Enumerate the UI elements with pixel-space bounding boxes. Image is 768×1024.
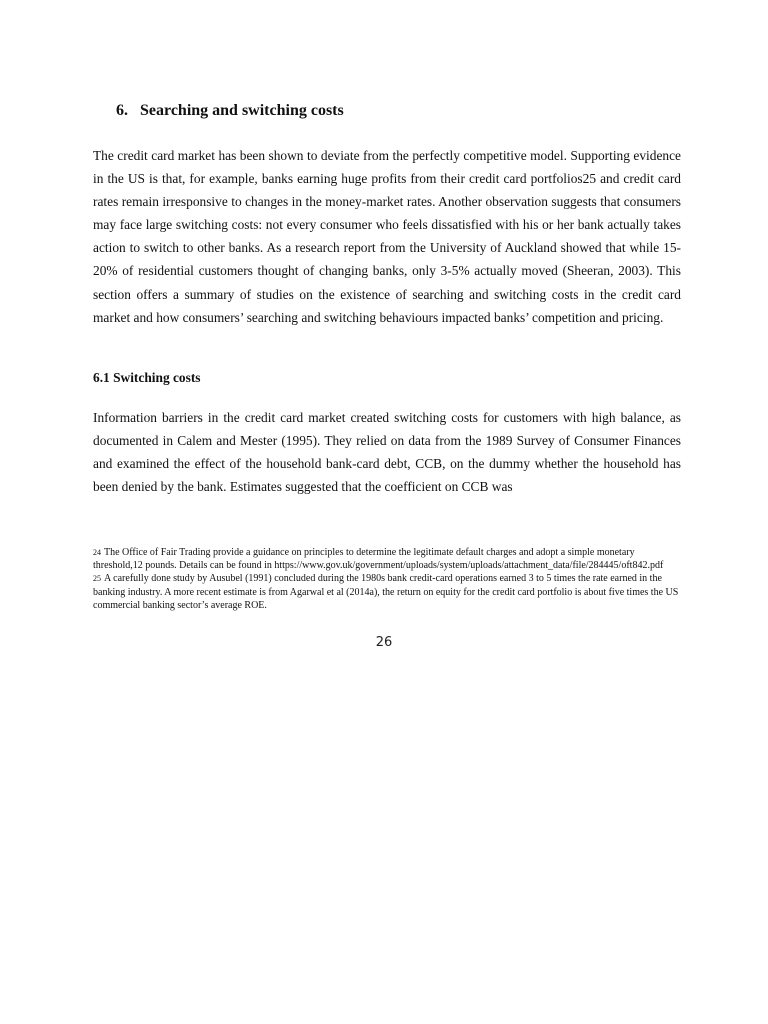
footnote-25: [93, 572, 681, 612]
page-number: 26: [375, 635, 393, 650]
footnote-text: A carefully done study by Ausubel (1991) concluded during the 1980s bank credit-card operations earned 3 to 5 times the rate earned in the banking industry. A more recent estimate is from Agarwal et al (2014a), the return on equity for the credit card portfolio is about five times the US commercial banking sector’s average ROE.: [93, 573, 679, 611]
section-heading: [116, 100, 344, 122]
footnote-24: [93, 546, 681, 572]
body-paragraph-switching-costs: Information barriers in the credit card market created switching costs for customers with high balance, as documented in Calem and Mester (1995). They relied on data from the 1989 Survey of Consumer Finances and examined the effect of the household bank-card debt, CCB, on the dummy whether the household has been denied by the bank. Estimates suggested that the coefficient on CCB was: [93, 410, 681, 495]
section-title: Searching and switching costs: [140, 102, 344, 119]
body-paragraph-intro: The credit card market has been shown to deviate from the perfectly competitive model. Supporting evidence in the US is that, for example, banks earning huge profits from their credit card portfolios25 and credit card rates remain irresponsive to changes in the money-market rates. Another observation suggests that consumers may face large switching costs: not every consumer who feels dissatisfied with his or her bank actually takes action to switch to other banks. As a research report from the University of Auckland showed that while 15-20% of residential customers thought of changing banks, only 3-5% actually moved (Sheeran, 2003). This section offers a summary of studies on the existence of searching and switching costs in the credit card market and how consumers’ searching and switching behaviours impacted banks’ competition and pricing.: [93, 148, 681, 325]
footnote-number: 24: [93, 548, 101, 557]
section-number: 6.: [116, 102, 128, 119]
subsection-heading: 6.1 Switching costs: [93, 370, 201, 385]
footnotes: [93, 546, 681, 612]
footnote-text: The Office of Fair Trading provide a guidance on principles to determine the legitimate default charges and adopt a simple monetary threshold,12 pounds. Details can be found in https://www.gov.uk/government/uploads/system/uploads/attachment_data/file/284445/oft842.pdf: [93, 547, 664, 572]
footnote-number: 25: [93, 574, 101, 584]
